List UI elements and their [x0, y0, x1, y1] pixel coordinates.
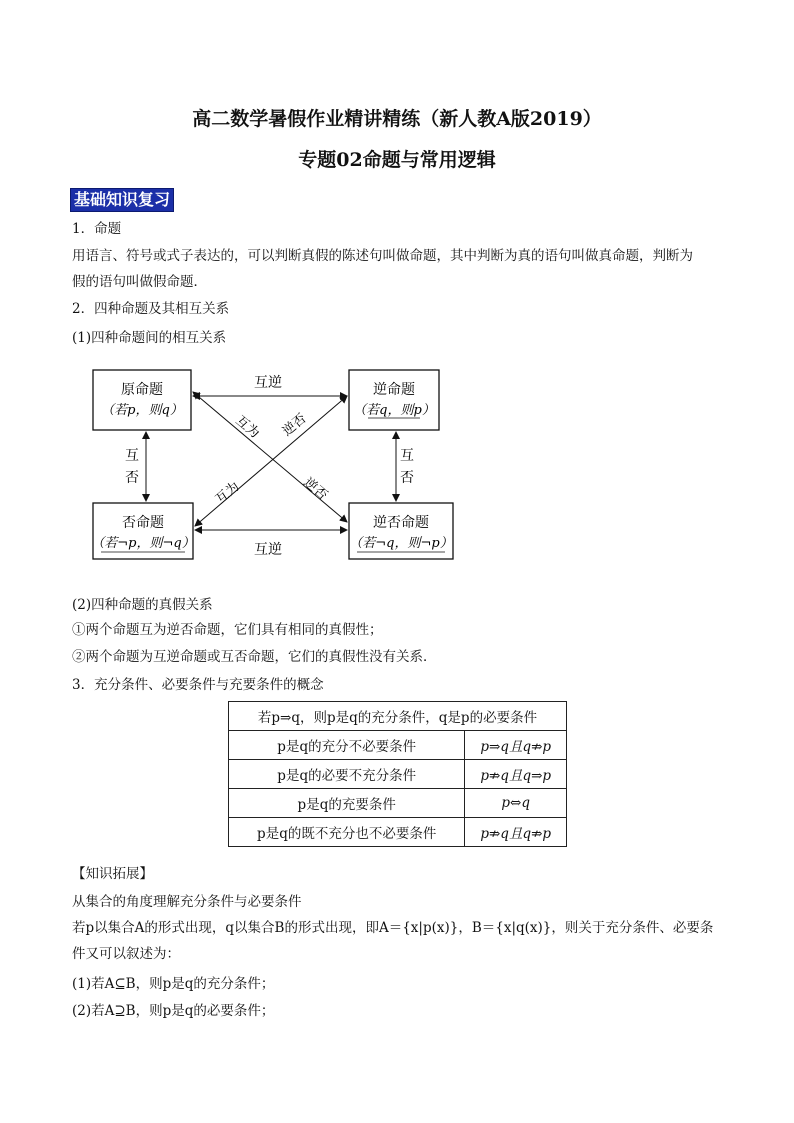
table-header-cell: 若p⇒q，则p是q的充分条件，q是p的必要条件	[229, 702, 567, 731]
tl-sub: （若p，则q）	[101, 403, 183, 418]
table-row	[229, 789, 567, 818]
table-cell-left: p是q的充要条件	[229, 789, 465, 818]
tl-title: 原命题	[121, 382, 163, 398]
extension-line1: 从集合的角度理解充分条件与必要条件	[72, 894, 302, 910]
br-sub: （若¬q，则¬p）	[349, 536, 453, 551]
section-banner: 基础知识复习	[70, 188, 174, 212]
diagonal-arrow-anti	[195, 396, 347, 526]
table-cell-left: p是q的既不充分也不必要条件	[229, 818, 465, 847]
table-row	[229, 760, 567, 789]
left-label-2: 否	[125, 470, 139, 486]
extension-item2: (2)若A⊇B，则p是q的必要条件；	[72, 1003, 275, 1019]
bottom-label: 互逆	[254, 542, 282, 558]
original-proposition-box	[93, 370, 191, 430]
page-title: 高二数学暑假作业精讲精练（新人教A版2019）	[192, 108, 602, 130]
section1-heading: 1．命题	[72, 221, 122, 237]
left-label-1: 互	[125, 448, 139, 464]
extension-item1: (1)若A⊆B，则p是q的充分条件；	[72, 976, 275, 992]
section2-rule1: ①两个命题互为逆否命题，它们具有相同的真假性；	[72, 622, 383, 638]
page-subtitle: 专题02命题与常用逻辑	[298, 149, 496, 171]
table-cell-right: p⇏q且q⇏p	[465, 818, 567, 847]
diag-huwei-lower: 互为	[212, 479, 243, 508]
diag-huwei-upper: 互为	[232, 413, 263, 442]
table-cell-right: p⇒q且q⇏p	[465, 731, 567, 760]
table-cell-right: p⇏q且q⇒p	[465, 760, 567, 789]
section2-sub1: (1)四种命题间的相互关系	[72, 330, 227, 346]
bl-sub: （若¬p，则¬q）	[91, 536, 195, 551]
tr-title: 逆命题	[373, 382, 415, 398]
section2-heading: 2．四种命题及其相互关系	[72, 301, 230, 317]
conditions-table	[228, 701, 567, 847]
extension-heading: 【知识拓展】	[72, 866, 153, 882]
diag-nifou-upper: 逆否	[279, 411, 310, 440]
diag-nifou-lower: 逆否	[300, 475, 331, 504]
top-label: 互逆	[254, 375, 282, 391]
extension-line2: 若p以集合A的形式出现，q以集合B的形式出现，即A＝{x|p(x)}，B＝{x|q(x)}，则关于充分条件、必要条	[72, 920, 714, 936]
table-row	[229, 731, 567, 760]
right-label-1: 互	[400, 448, 414, 464]
diagonal-arrow-main	[193, 392, 347, 522]
section1-text-line2: 假的语句叫做假命题．	[72, 274, 207, 290]
converse-proposition-box	[349, 370, 439, 430]
extension-line3: 件又可以叙述为：	[72, 946, 180, 962]
section3-heading: 3．充分条件、必要条件与充要条件的概念	[72, 677, 324, 693]
bl-title: 否命题	[122, 515, 164, 531]
table-row	[229, 702, 567, 731]
right-label-2: 否	[400, 470, 414, 486]
section1-text-line1: 用语言、符号或式子表达的，可以判断真假的陈述句叫做命题，其中判断为真的语句叫做真命题，判断为	[72, 248, 693, 264]
table-row	[229, 818, 567, 847]
section2-sub2: (2)四种命题的真假关系	[72, 597, 213, 613]
four-propositions-diagram	[85, 362, 460, 567]
table-cell-left: p是q的充分不必要条件	[229, 731, 465, 760]
tr-sub: （若q，则p）	[353, 403, 435, 418]
table-cell-left: p是q的必要不充分条件	[229, 760, 465, 789]
br-title: 逆否命题	[373, 515, 429, 531]
table-cell-right: p⇔q	[465, 789, 567, 818]
section2-rule2: ②两个命题为互逆命题或互否命题，它们的真假性没有关系．	[72, 649, 437, 665]
